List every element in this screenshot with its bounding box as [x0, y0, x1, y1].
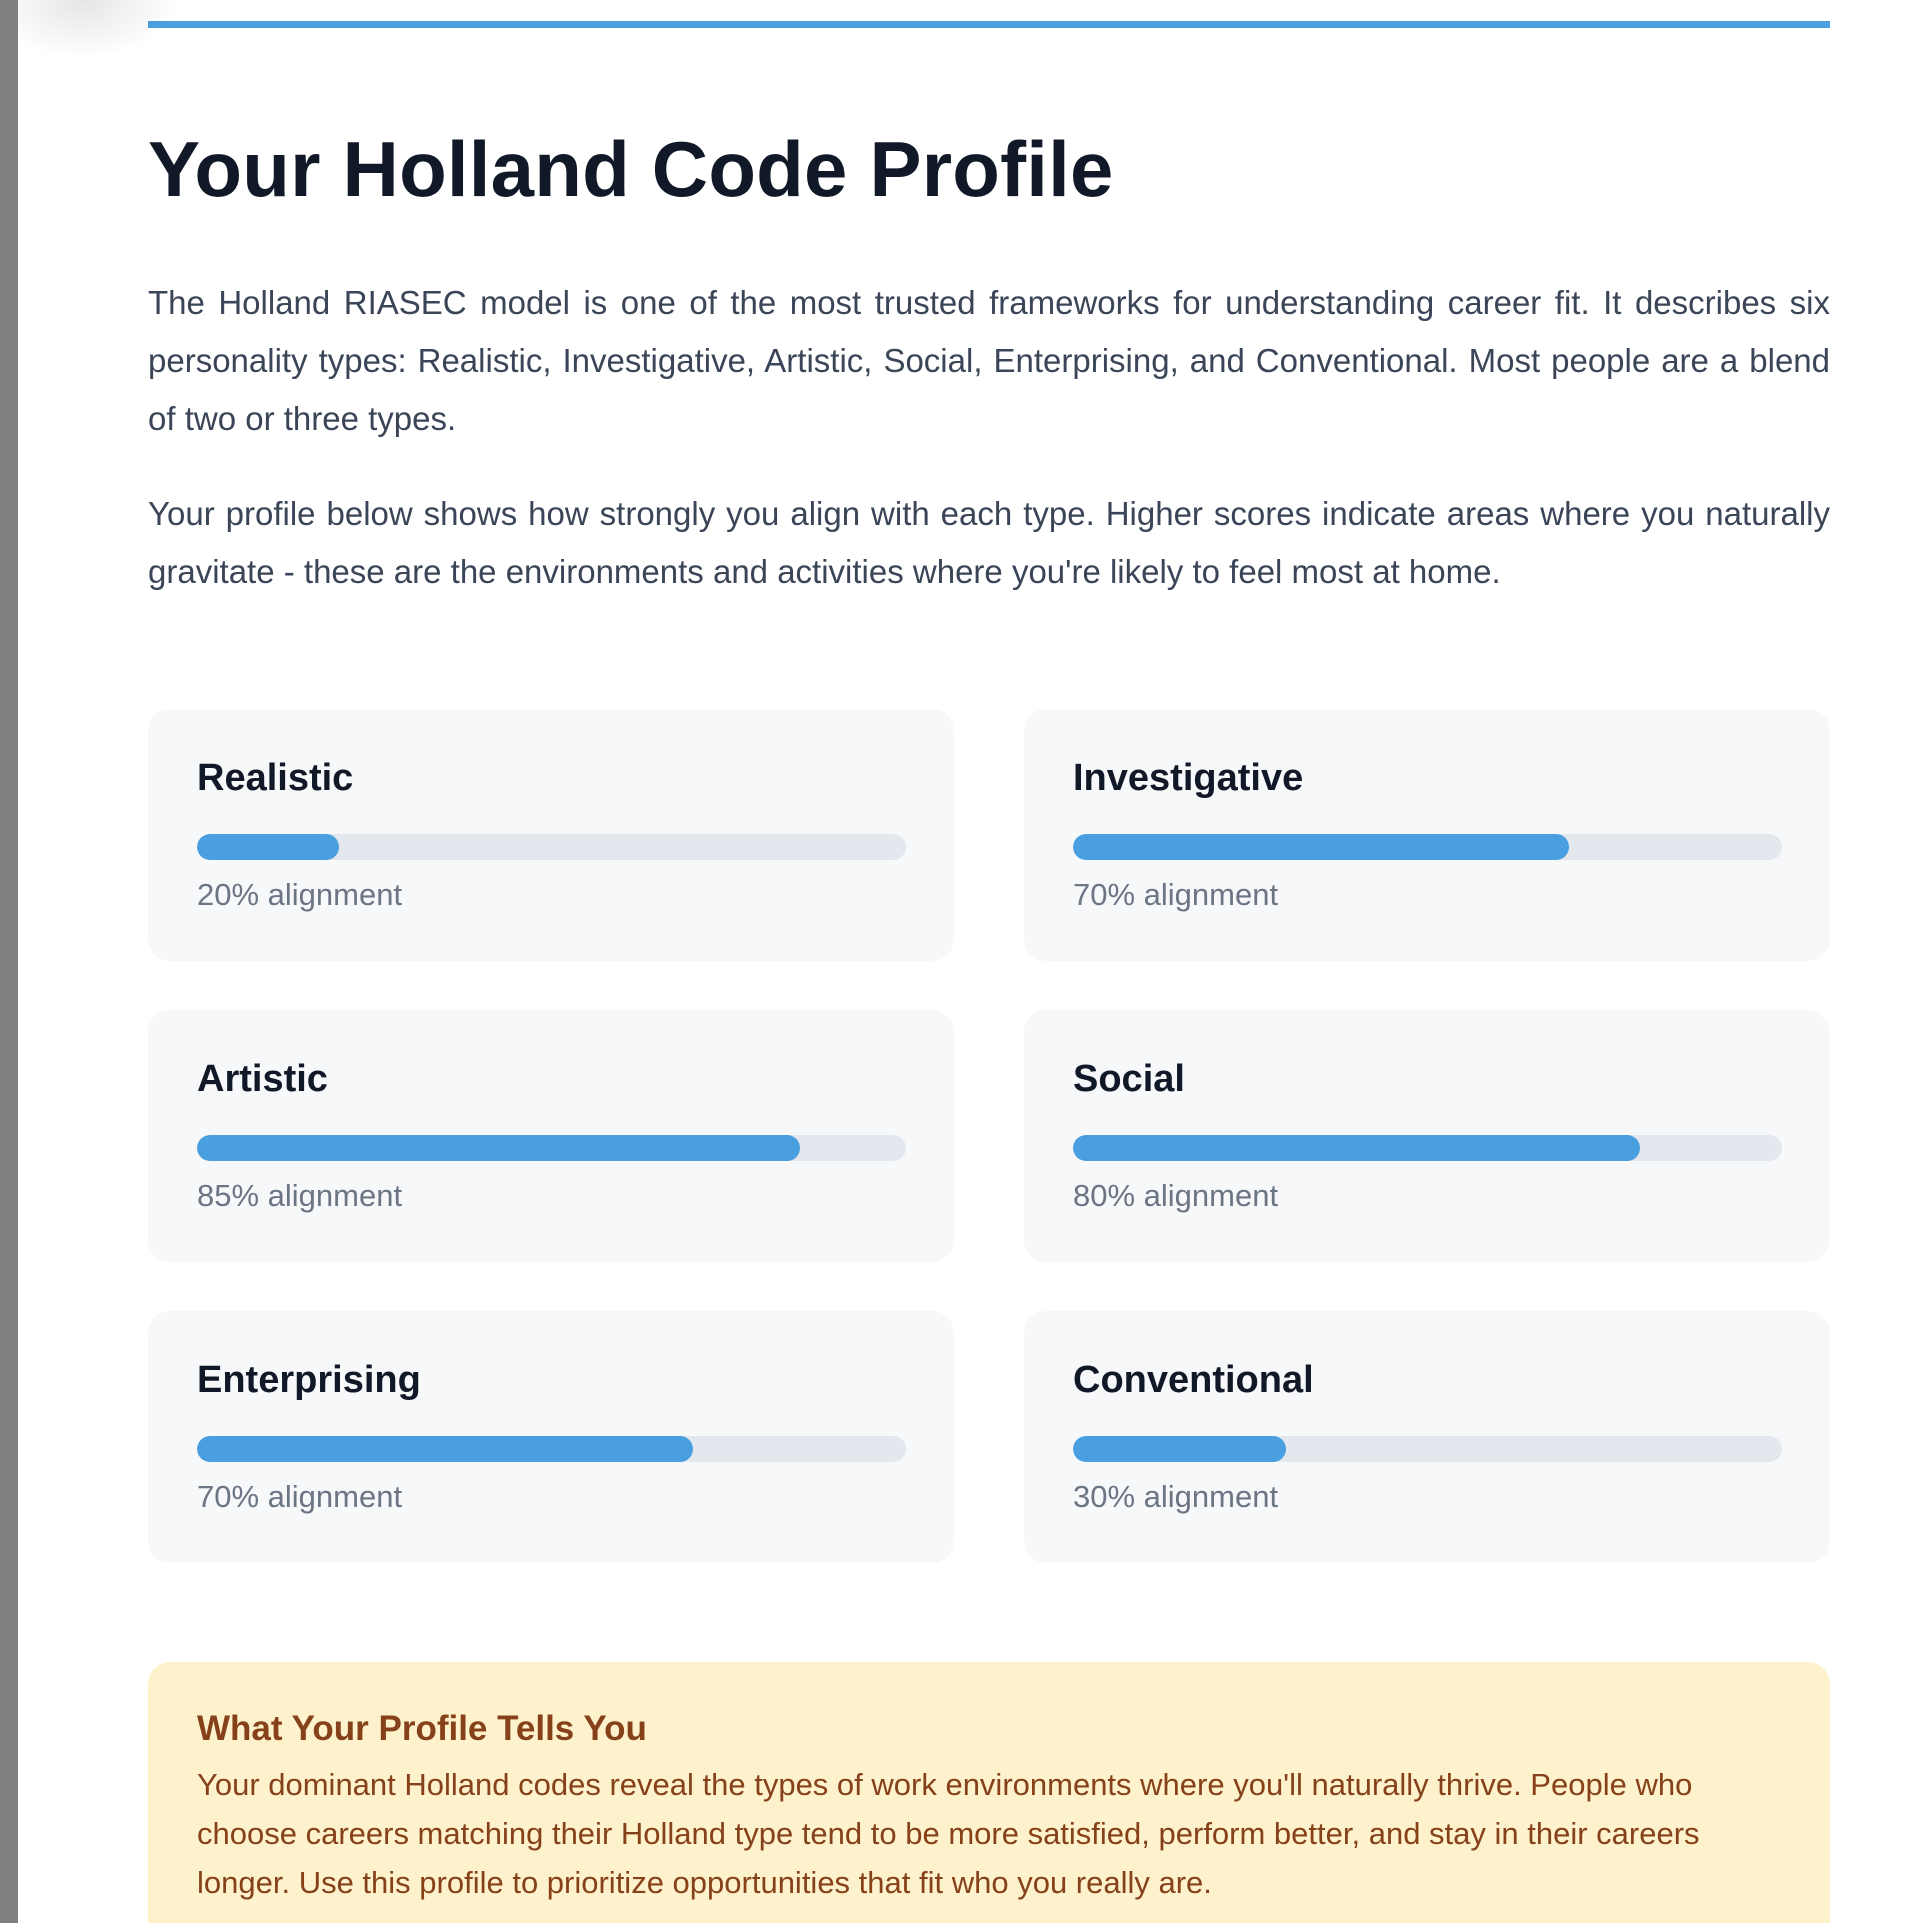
type-card-artistic [148, 1010, 954, 1262]
alignment-fill [197, 834, 339, 860]
alignment-track [197, 1135, 906, 1161]
alignment-track [1073, 1135, 1782, 1161]
insight-title: What Your Profile Tells You [197, 1709, 647, 1748]
alignment-fill [1073, 1135, 1640, 1161]
alignment-label: 85% alignment [197, 1178, 403, 1213]
type-name: Investigative [1073, 757, 1304, 799]
alignment-track [1073, 1436, 1782, 1462]
alignment-label: 30% alignment [1073, 1479, 1279, 1514]
page [18, 0, 1923, 1923]
type-name: Artistic [197, 1058, 328, 1100]
profile-insight-callout [148, 1662, 1830, 1923]
alignment-track [197, 1436, 906, 1462]
type-card-investigative [1024, 709, 1830, 961]
type-card-social [1024, 1010, 1830, 1262]
content [148, 0, 1830, 1900]
type-card-conventional [1024, 1311, 1830, 1563]
alignment-fill [1073, 834, 1569, 860]
alignment-fill [1073, 1436, 1286, 1462]
type-card-enterprising [148, 1311, 954, 1563]
type-name: Realistic [197, 757, 354, 799]
alignment-fill [197, 1135, 800, 1161]
alignment-label: 70% alignment [1073, 877, 1279, 912]
alignment-track [1073, 834, 1782, 860]
intro-paragraph-1: The Holland RIASEC model is one of the most trusted frameworks for understanding career fit. It describes six personality types: Realistic, Investigative, Artistic, Social, Enterprising, and Conventional. Most people are a blend of two or three types. [148, 284, 1830, 437]
type-name: Enterprising [197, 1359, 421, 1401]
alignment-label: 70% alignment [197, 1479, 403, 1514]
type-name: Conventional [1073, 1359, 1314, 1401]
page-title: Your Holland Code Profile [148, 125, 1114, 213]
alignment-track [197, 834, 906, 860]
intro-paragraph-2: Your profile below shows how strongly you align with each type. Higher scores indicate areas where you naturally gravitate - these are the environments and activities where you're likely to feel most at home. [148, 495, 1830, 590]
top-accent-rule [148, 21, 1830, 28]
type-card-realistic [148, 709, 954, 961]
alignment-fill [197, 1436, 693, 1462]
alignment-label: 80% alignment [1073, 1178, 1279, 1213]
insight-body: Your dominant Holland codes reveal the types of work environments where you'll naturally thrive. People who choose careers matching their Holland type tend to be more satisfied, perform better, and stay in their careers longer. Use this profile to prioritize opportunities that fit who you really are. [197, 1767, 1700, 1900]
alignment-label: 20% alignment [197, 877, 403, 912]
type-name: Social [1073, 1058, 1185, 1100]
